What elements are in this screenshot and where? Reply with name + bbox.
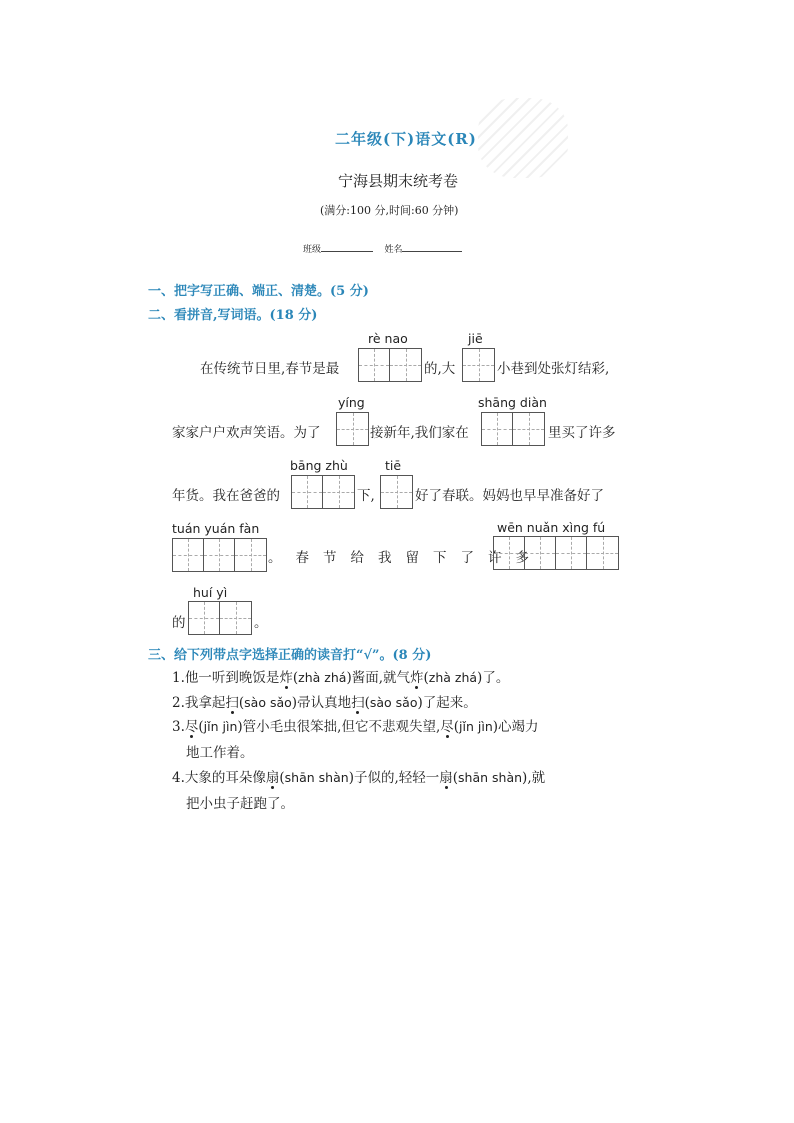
- passage-line-4: 。春节给我留下了许多: [268, 550, 543, 566]
- answer-box-tie[interactable]: [380, 475, 413, 509]
- pinyin-options[interactable]: sào sǎo: [369, 695, 418, 710]
- dotted-char: 炸: [279, 666, 293, 686]
- dotted-char: 尽: [440, 715, 454, 735]
- passage-line-1b: 的,大: [424, 361, 456, 377]
- answer-box-jie[interactable]: [462, 348, 495, 382]
- pinyin-options[interactable]: jǐn jìn: [203, 719, 238, 734]
- class-label: 班级: [303, 245, 322, 255]
- scan-smudge: [478, 98, 568, 178]
- pinyin-options[interactable]: zhà zhá: [428, 670, 478, 685]
- answer-box-ying[interactable]: [336, 412, 369, 446]
- dotted-char: 尽: [185, 715, 199, 735]
- pinyin-options[interactable]: sào sǎo: [244, 695, 292, 710]
- answer-box-tuan-yuan-fan[interactable]: [172, 538, 267, 572]
- exam-meta: (满分:100 分,时间:60 分钟): [320, 204, 459, 217]
- answer-box-bang-zhu[interactable]: [291, 475, 355, 509]
- dotted-char: 扫: [225, 691, 239, 711]
- question-4: 4.大象的耳朵像扇(shān shàn)子似的,轻轻一扇(shān shàn),就: [172, 766, 545, 786]
- question-3-cont: 地工作着。: [186, 745, 254, 761]
- pinyin-hui-yi: huí yì: [193, 585, 228, 600]
- question-2: 2.我拿起扫(sào sǎo)帚认真地扫(sào sǎo)了起来。: [172, 691, 477, 711]
- pinyin-wen-nuan-xing-fu: wēn nuǎn xìng fú: [497, 520, 606, 535]
- passage-line-1c: 小巷到处张灯结彩,: [497, 361, 610, 377]
- pinyin-jie: jiē: [468, 331, 483, 346]
- dotted-char: 扫: [351, 691, 365, 711]
- pinyin-options[interactable]: jǐn jìn: [459, 719, 493, 734]
- answer-box-wen-nuan-xing-fu[interactable]: [493, 536, 619, 570]
- section-3-heading: 三、给下列带点字选择正确的读音打“√”。(8 分): [148, 648, 432, 663]
- passage-line-3a: 年货。我在爸爸的: [172, 488, 280, 504]
- dotted-char: 扇: [266, 766, 280, 786]
- passage-line-2c: 里买了许多: [548, 425, 616, 441]
- answer-box-hui-yi[interactable]: [188, 601, 252, 635]
- name-field[interactable]: [402, 251, 462, 252]
- pinyin-tuan-yuan-fan: tuán yuán fàn: [172, 521, 260, 536]
- section-1-heading: 一、把字写正确、端正、清楚。(5 分): [148, 284, 369, 299]
- question-4-cont: 把小虫子赶跑了。: [186, 796, 294, 812]
- dotted-char: 扇: [439, 766, 453, 786]
- passage-line-2a: 家家户户欢声笑语。为了: [172, 425, 321, 441]
- answer-box-re-nao[interactable]: [358, 348, 422, 382]
- passage-line-5a: 的: [172, 615, 186, 631]
- exam-subtitle: 宁海县期末统考卷: [338, 172, 459, 190]
- answer-box-shang-dian[interactable]: [481, 412, 545, 446]
- pinyin-options[interactable]: shān shàn: [284, 770, 349, 785]
- name-label: 姓名: [384, 245, 403, 255]
- pinyin-options[interactable]: shān shàn: [458, 770, 523, 785]
- student-info: [303, 242, 462, 255]
- paper-title: 二年级(下)语文(R): [335, 130, 477, 148]
- passage-line-5b: 。: [254, 615, 268, 631]
- pinyin-options[interactable]: zhà zhá: [298, 670, 347, 685]
- pinyin-bang-zhu: bāng zhù: [290, 458, 348, 473]
- pinyin-shang-dian: shāng diàn: [478, 395, 547, 410]
- passage-line-3c: 好了春联。妈妈也早早准备好了: [415, 488, 604, 504]
- passage-line-1a: 在传统节日里,春节是最: [200, 361, 340, 377]
- pinyin-tie: tiē: [385, 458, 402, 473]
- pinyin-re-nao: rè nao: [368, 331, 408, 346]
- pinyin-ying: yíng: [338, 395, 365, 410]
- section-2-heading: 二、看拼音,写词语。(18 分): [148, 308, 318, 323]
- passage-line-2b: 接新年,我们家在: [370, 425, 469, 441]
- dotted-char: 炸: [410, 666, 424, 686]
- class-field[interactable]: [321, 251, 373, 252]
- question-1: 1.他一听到晚饭是炸(zhà zhá)酱面,就气炸(zhà zhá)了。: [172, 666, 509, 686]
- question-3: 3.尽(jǐn jìn)管小毛虫很笨拙,但它不悲观失望,尽(jǐn jìn)心竭力: [172, 715, 539, 735]
- passage-line-3b: 下,: [357, 488, 375, 504]
